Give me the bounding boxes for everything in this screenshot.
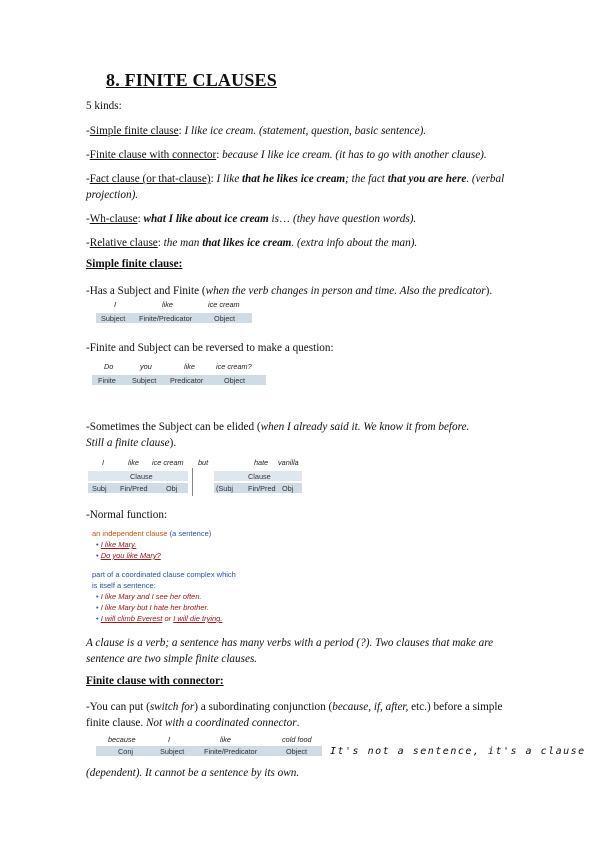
table-label: Fin/Pred [248, 484, 276, 493]
table-word: because [108, 735, 136, 744]
aside-text: It's not a sentence, it's a clause [330, 746, 586, 757]
kind-wh: -Wh-clause: what I like about ice cream is… (they have question words). [86, 213, 417, 225]
simple-p4: -Normal function: [86, 509, 168, 521]
kind-fact: -Fact clause (or that-clause): I like that he likes ice cream; the fact that you are here. (verbal projection). [86, 173, 505, 201]
nf-example: I like Mary but I hate her brother. [100, 603, 209, 612]
table-label: Conj [118, 747, 134, 756]
connector-p1: -You can put (switch for) a subordinating conjunction (because, if, after, etc.) before a simple finite clause. Not with a coordinated connector. [86, 701, 503, 729]
page-title: 8. FINITE CLAUSES [106, 70, 277, 90]
table-label: Obj [282, 484, 294, 493]
table-label: Subject [132, 376, 157, 385]
intro-text: 5 kinds: [86, 100, 122, 112]
table-label: Subject [160, 747, 185, 756]
kind-simple: -Simple finite clause: I like ice cream. (statement, question, basic sentence). [86, 125, 427, 137]
table-word: like [162, 300, 173, 309]
kind-connector: -Finite clause with connector: because I like ice cream. (it has to go with another clause). [86, 149, 487, 161]
table-clause-label: Clause [130, 472, 153, 481]
nf-example: I will climb Everest [100, 614, 163, 623]
table-word: ice cream? [216, 362, 252, 371]
normal-function-figure: an independent clause (a sentence) • I like Mary. • Do you like Mary? part of a coordinated clause complex which is itself a sentence: • I like Mary and I see her often. • I like Mary but I hate her brother. • I will climb Everest or I will die trying. [92, 529, 236, 623]
table-word: but [198, 458, 209, 467]
table-label: (Subj [216, 484, 234, 493]
nf-heading-2: part of a coordinated clause complex which [92, 570, 236, 579]
table-word: like [184, 362, 195, 371]
table-word: hate [254, 458, 269, 467]
table-divider [192, 468, 193, 496]
nf-example: Do you like Mary? [100, 551, 161, 560]
table-label: Finite [98, 376, 116, 385]
table-word: I [168, 735, 171, 744]
example-table-1 [96, 300, 256, 326]
kind-relative: -Relative clause: the man that likes ice cream. (extra info about the man). [86, 237, 418, 249]
table-word: I [102, 458, 105, 467]
table-word: like [128, 458, 139, 467]
nf-heading-1: an independent clause [92, 529, 168, 538]
section-heading-connector: Finite clause with connector: [86, 675, 224, 687]
simple-p3: -Sometimes the Subject can be elided (when I already said it. We know it from before. Still a finite clause). [86, 421, 470, 449]
table-word: ice cream [152, 458, 184, 467]
summary-text: A clause is a verb; a sentence has many verbs with a period (?). Two clauses that make are sentence are two simple finite clauses. [86, 637, 494, 665]
table-word: you [140, 362, 152, 371]
table-label: Object [224, 376, 246, 385]
nf-example: I like Mary. [100, 540, 137, 549]
table-clause-label: Clause [248, 472, 271, 481]
table-word: I [114, 300, 117, 309]
table-label: Finite/Predicator [204, 747, 258, 756]
nf-example: I like Mary and I see her often. [100, 592, 202, 601]
example-table-2 [92, 362, 272, 388]
table-label: Predicator [170, 376, 204, 385]
connector-last: (dependent). It cannot be a sentence by its own. [86, 767, 300, 779]
table-label: Fin/Pred [120, 484, 148, 493]
table-label: Obj [166, 484, 178, 493]
simple-p2: -Finite and Subject can be reversed to make a question: [86, 342, 334, 354]
table-label: Subject [101, 314, 126, 323]
table-label: Finite/Predicator [139, 314, 193, 323]
table-label: Object [286, 747, 308, 756]
example-table-4 [96, 735, 326, 761]
table-word: Do [104, 362, 114, 371]
section-heading-simple: Simple finite clause: [86, 258, 183, 270]
simple-p1: -Has a Subject and Finite (when the verb changes in person and time. Also the predicator). [86, 285, 493, 297]
table-label: Subj [92, 484, 107, 493]
table-word: cold food [282, 735, 312, 744]
table-word: ice cream [208, 300, 240, 309]
table-label: Object [214, 314, 236, 323]
table-word: vanilla [278, 458, 299, 467]
example-table-3 [88, 458, 304, 496]
table-word: like [220, 735, 231, 744]
